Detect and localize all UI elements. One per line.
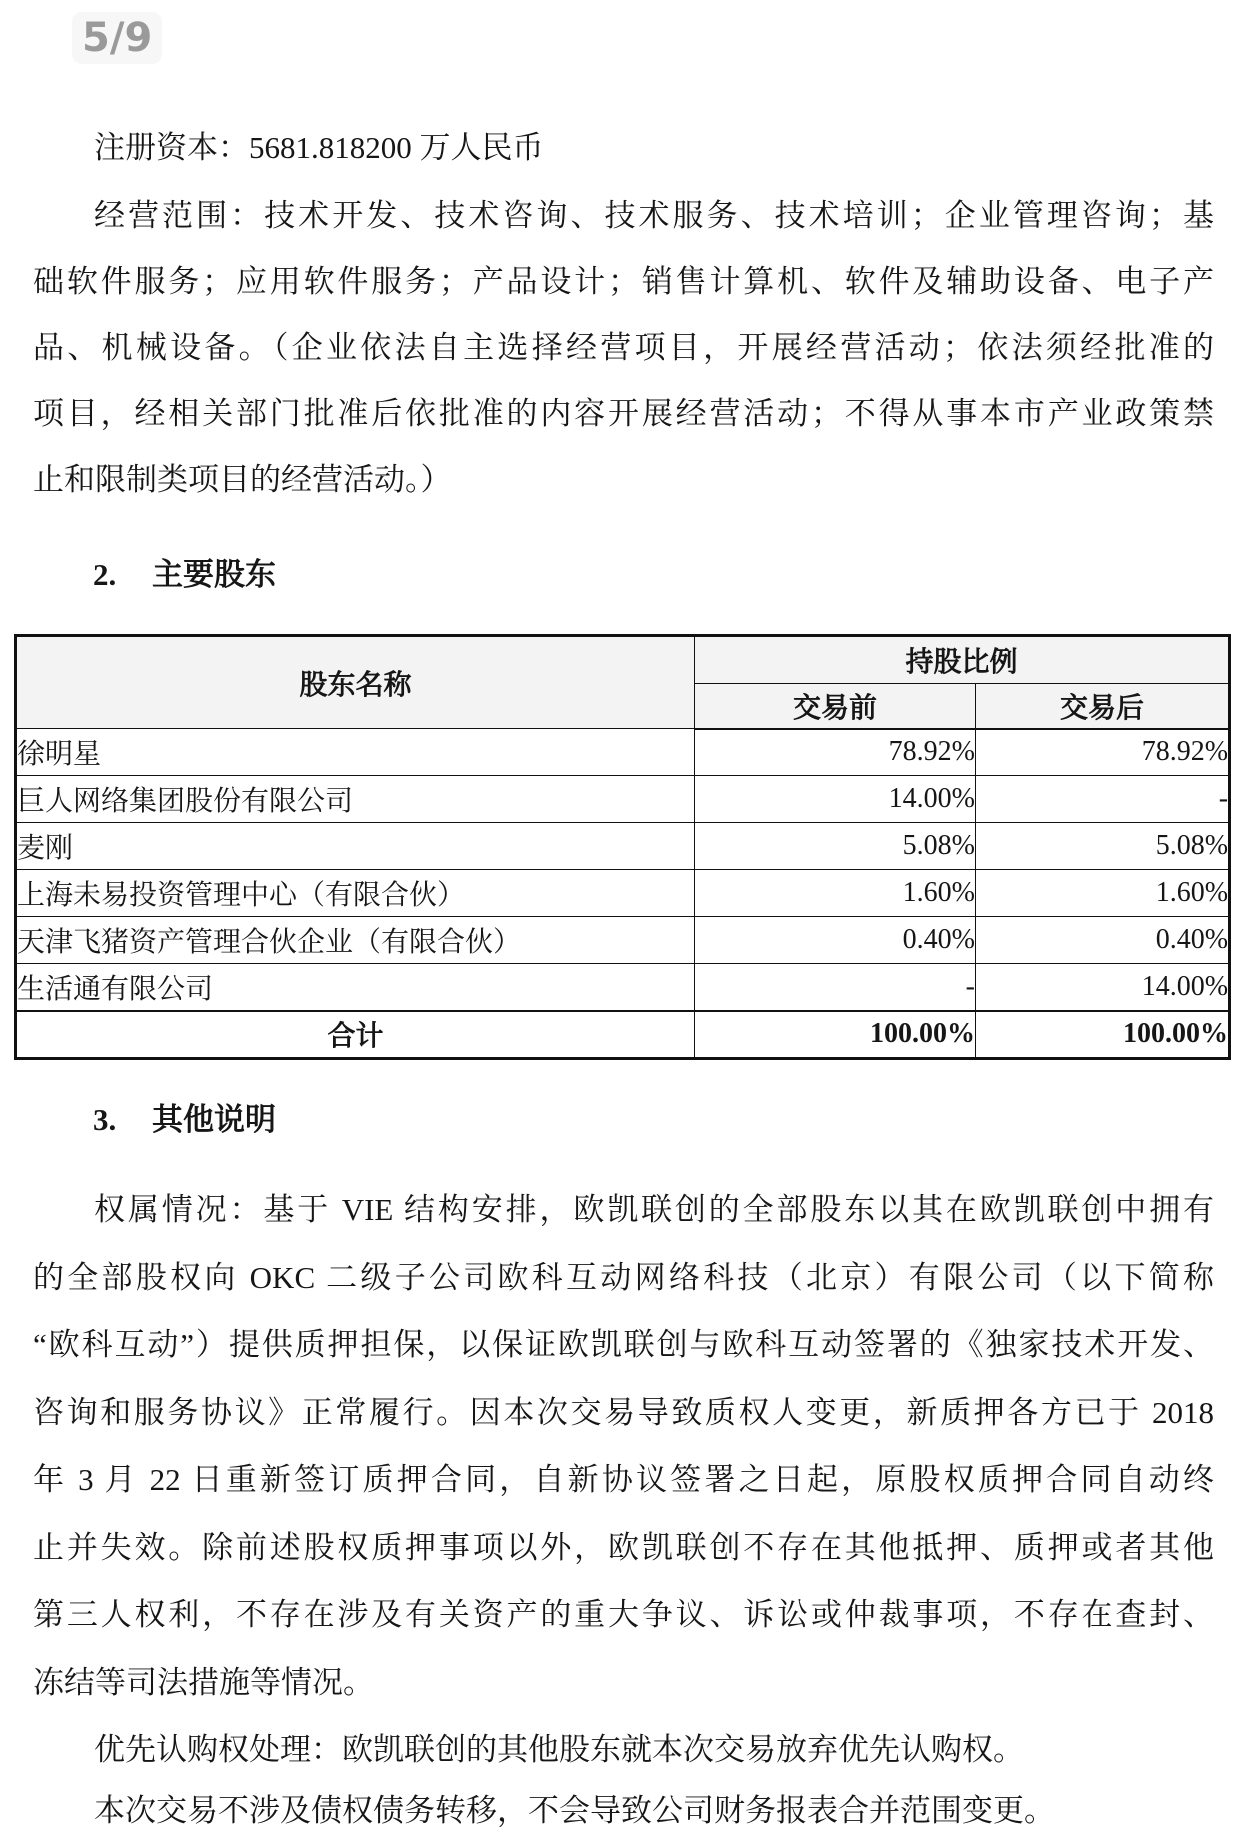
cell-before: 78.92%: [695, 729, 976, 776]
debt-transfer-line: 本次交易不涉及债权债务转移，不会导致公司财务报表合并范围变更。: [94, 1793, 1055, 1828]
preemptive-right-line: 优先认购权处理：欧凯联创的其他股东就本次交易放弃优先认购权。: [94, 1732, 1024, 1767]
cell-total-label: 合计: [16, 1011, 695, 1059]
section-heading-other-notes: [0, 1087, 1242, 1153]
cell-shareholder-name: 徐明星: [16, 729, 695, 776]
cell-shareholder-name: 麦刚: [16, 823, 695, 870]
table-row: [16, 917, 1230, 964]
table-row: [16, 964, 1230, 1011]
business-scope-line: 项目，经相关部门批准后依批准的内容开展经营活动；不得从事本市产业政策禁: [33, 396, 1214, 431]
page-indicator: 5/9: [72, 12, 162, 64]
cell-after: 5.08%: [976, 823, 1230, 870]
business-scope-line: 止和限制类项目的经营活动。）: [33, 462, 452, 497]
cell-total-after: 100.00%: [976, 1011, 1230, 1059]
ownership-line: 咨询和服务协议》正常履行。因本次交易导致质权人变更，新质押各方已于 2018: [33, 1394, 1214, 1430]
section-number: 3.: [93, 1102, 117, 1137]
section-title: 主要股东: [152, 557, 276, 592]
cell-shareholder-name: 生活通有限公司: [16, 964, 695, 1011]
table-header-row: [16, 636, 1230, 684]
ownership-line: “欧科互动”）提供质押担保，以保证欧凯联创与欧科互动签署的《独家技术开发、: [33, 1327, 1214, 1362]
cell-after: -: [976, 776, 1230, 823]
ownership-line: 止并失效。除前述股权质押事项以外，欧凯联创不存在其他抵押、质押或者其他: [33, 1529, 1214, 1565]
cell-after: 0.40%: [976, 917, 1230, 964]
business-scope-line: 品、机械设备。（企业依法自主选择经营项目，开展经营活动；依法须经批准的: [33, 330, 1214, 365]
business-scope-paragraph: [33, 183, 1214, 513]
header-before-transaction: 交易前: [695, 684, 976, 729]
cell-before: 5.08%: [695, 823, 976, 870]
registered-capital-paragraph: [33, 115, 1214, 181]
ownership-line: 权属情况：基于 VIE 结构安排，欧凯联创的全部股东以其在欧凯联创中拥有: [94, 1192, 1214, 1227]
cell-before: 1.60%: [695, 870, 976, 917]
section-heading-main-shareholders: [0, 542, 1242, 608]
business-scope-line: 经营范围：技术开发、技术咨询、技术服务、技术培训；企业管理咨询；基: [94, 198, 1214, 233]
preemptive-right-paragraph: [33, 1716, 1214, 1783]
table-row: [16, 870, 1230, 917]
header-shareholding-ratio: 持股比例: [695, 636, 1230, 684]
cell-after: 78.92%: [976, 729, 1230, 776]
cell-total-before: 100.00%: [695, 1011, 976, 1059]
cell-shareholder-name: 天津飞猪资产管理合伙企业（有限合伙）: [16, 917, 695, 964]
header-after-transaction: 交易后: [976, 684, 1230, 729]
cell-after: 1.60%: [976, 870, 1230, 917]
table-row: [16, 776, 1230, 823]
cell-before: 0.40%: [695, 917, 976, 964]
cell-before: -: [695, 964, 976, 1011]
shareholder-table: [14, 634, 1231, 1060]
section-title: 其他说明: [152, 1102, 276, 1137]
ownership-line: 的全部股权向 OKC 二级子公司欧科互动网络科技（北京）有限公司（以下简称: [33, 1259, 1214, 1295]
registered-capital-line: 注册资本：5681.818200 万人民币: [94, 130, 544, 165]
cell-before: 14.00%: [695, 776, 976, 823]
section-number: 2.: [93, 557, 117, 592]
header-shareholder-name: 股东名称: [16, 636, 695, 729]
cell-shareholder-name: 上海未易投资管理中心（有限合伙）: [16, 870, 695, 917]
ownership-paragraph: [33, 1176, 1214, 1716]
ownership-line: 冻结等司法措施等情况。: [33, 1664, 374, 1700]
cell-after: 14.00%: [976, 964, 1230, 1011]
cell-shareholder-name: 巨人网络集团股份有限公司: [16, 776, 695, 823]
debt-transfer-paragraph: [33, 1790, 1214, 1832]
table-row: [16, 823, 1230, 870]
business-scope-line: 础软件服务；应用软件服务；产品设计；销售计算机、软件及辅助设备、电子产: [33, 264, 1214, 299]
ownership-line: 第三人权利，不存在涉及有关资产的重大争议、诉讼或仲裁事项，不存在查封、: [33, 1597, 1214, 1632]
table-row: [16, 729, 1230, 776]
table-total-row: [16, 1011, 1230, 1059]
ownership-line: 年 3 月 22 日重新签订质押合同，自新协议签署之日起，原股权质押合同自动终: [33, 1462, 1214, 1497]
